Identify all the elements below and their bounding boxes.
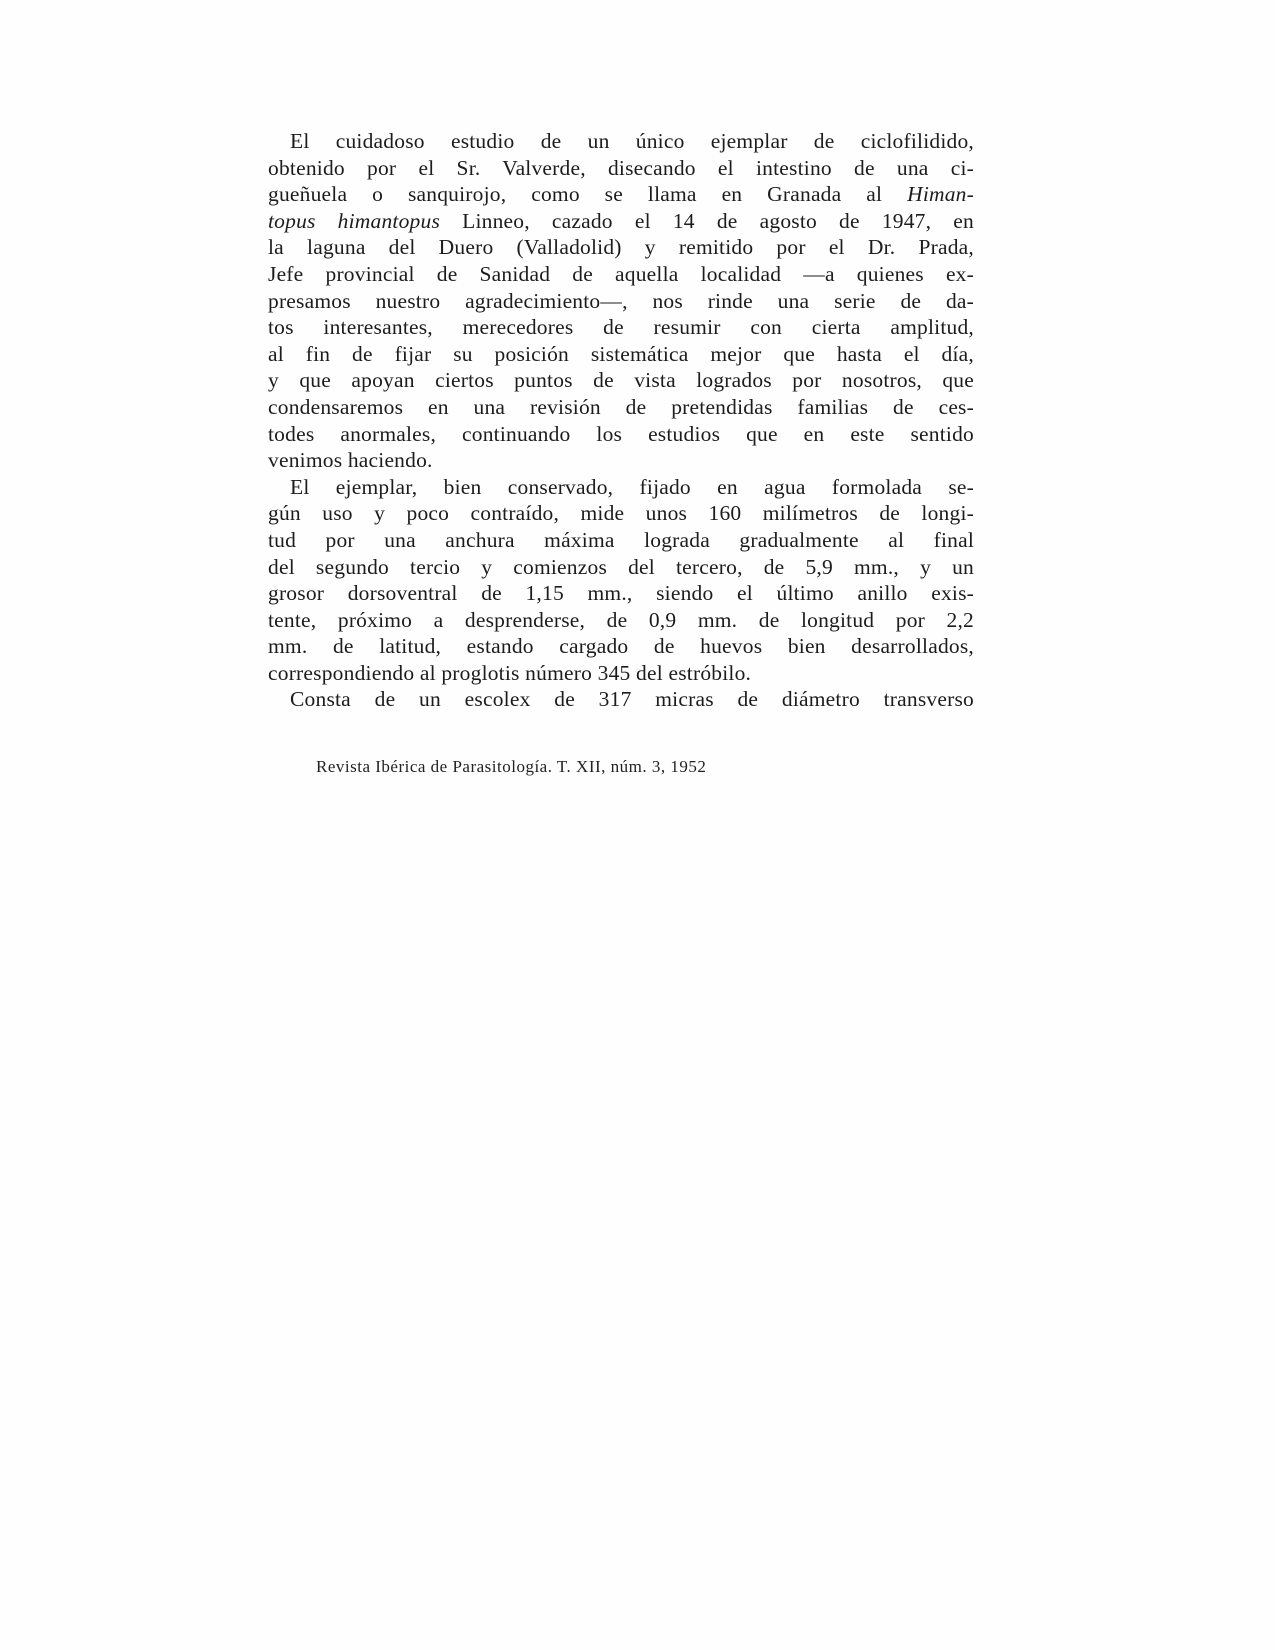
text-line bbox=[268, 500, 974, 527]
text-segment: El cuidadoso estudio de un único ejemplar de ciclofilidido, bbox=[290, 129, 974, 153]
text-line bbox=[268, 261, 974, 288]
text-segment: El ejemplar, bien conservado, fijado en agua formolada se- bbox=[290, 474, 974, 499]
text-segment: correspondiendo al proglotis número 345 del estróbilo. bbox=[268, 660, 752, 685]
text-segment: la laguna del Duero (Valladolid) y remitido por el Dr. Prada, bbox=[268, 235, 974, 260]
journal-citation: Revista Ibérica de Parasitología. T. XII, núm. 3, 1952 bbox=[316, 757, 707, 776]
text-line bbox=[268, 447, 974, 474]
text-segment: Linneo, cazado el 14 de agosto de 1947, en bbox=[440, 208, 974, 233]
text-segment: tos interesantes, merecedores de resumir con cierta amplitud, bbox=[268, 315, 974, 340]
text-segment: tud por una anchura máxima lograda gradualmente al final bbox=[268, 527, 974, 552]
text-line bbox=[268, 181, 974, 208]
text-line bbox=[268, 394, 974, 421]
text-segment: condensaremos en una revisión de pretendidas familias de ces- bbox=[268, 394, 974, 419]
text-segment: grosor dorsoventral de 1,15 mm., siendo el último anillo exis- bbox=[268, 581, 974, 606]
text-line bbox=[268, 367, 974, 394]
article-body-text bbox=[268, 128, 974, 713]
text-line bbox=[268, 155, 974, 182]
text-segment: gún uso y poco contraído, mide unos 160 milímetros de longi- bbox=[268, 501, 974, 526]
text-line bbox=[268, 554, 974, 581]
text-line bbox=[268, 128, 974, 155]
text-line bbox=[268, 607, 974, 634]
text-segment: presamos nuestro agradecimiento—, nos rinde una serie de da- bbox=[268, 288, 974, 313]
text-segment: mm. de latitud, estando cargado de huevos bien desarrollados, bbox=[268, 634, 974, 659]
text-segment: del segundo tercio y comienzos del tercero, de 5,9 mm., y un bbox=[268, 554, 974, 579]
species-name-italic: Himan- bbox=[907, 182, 974, 207]
text-segment: al fin de fijar su posición sistemática mejor que hasta el día, bbox=[268, 341, 974, 366]
text-line bbox=[268, 234, 974, 261]
journal-footer bbox=[316, 757, 706, 777]
text-segment: venimos haciendo. bbox=[268, 448, 433, 473]
text-segment: tente, próximo a desprenderse, de 0,9 mm. de longitud por 2,2 bbox=[268, 607, 974, 632]
text-line bbox=[268, 686, 974, 713]
text-line bbox=[268, 580, 974, 607]
text-segment: y que apoyan ciertos puntos de vista logrados por nosotros, que bbox=[268, 368, 974, 393]
text-segment: todes anormales, continuando los estudios que en este sentido bbox=[268, 421, 974, 446]
text-line bbox=[268, 208, 974, 235]
text-line bbox=[268, 341, 974, 368]
text-line bbox=[268, 288, 974, 315]
text-segment: Consta de un escolex de 317 micras de diámetro transverso bbox=[290, 687, 974, 712]
text-line bbox=[268, 314, 974, 341]
text-segment: Jefe provincial de Sanidad de aquella localidad —a quienes ex- bbox=[268, 261, 974, 286]
text-line bbox=[268, 421, 974, 448]
text-line bbox=[268, 633, 974, 660]
text-line bbox=[268, 527, 974, 554]
text-line bbox=[268, 660, 974, 687]
text-line bbox=[268, 474, 974, 501]
text-segment: gueñuela o sanquirojo, como se llama en Granada al bbox=[268, 182, 908, 207]
text-segment: obtenido por el Sr. Valverde, disecando el intestino de una ci- bbox=[268, 155, 974, 180]
species-name-italic: topus himantopus bbox=[268, 208, 441, 233]
